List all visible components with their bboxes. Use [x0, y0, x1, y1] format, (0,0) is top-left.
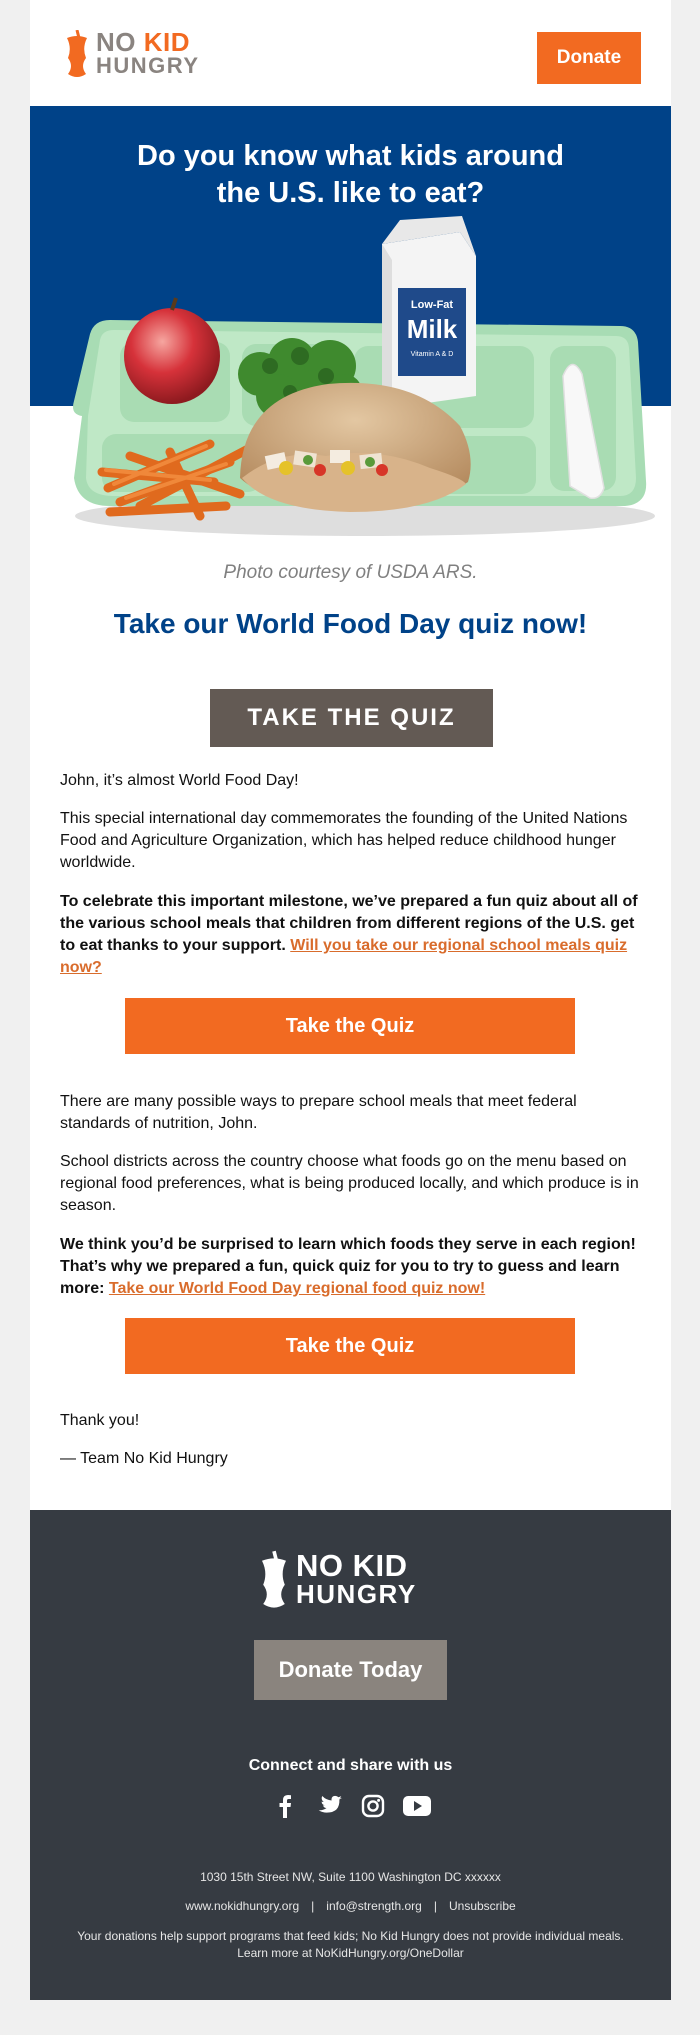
hero-title-line2: the U.S. like to eat?: [216, 177, 485, 209]
website-link[interactable]: www.nokidhungry.org: [185, 1899, 300, 1913]
email-link[interactable]: info@strength.org: [326, 1899, 422, 1913]
hero-title: [30, 138, 671, 212]
quiz-heading: Take our World Food Day quiz now!: [113, 608, 588, 639]
thanks-text: Thank you!: [60, 1412, 140, 1429]
greeting-paragraph: John, it’s almost World Food Day!: [60, 772, 299, 789]
connect-heading: Connect and share with us: [248, 1757, 453, 1774]
food-quiz-link[interactable]: Take our World Food Day regional food quiz now!: [108, 1280, 486, 1297]
email-header: [30, 0, 671, 106]
regional-quiz-link[interactable]: Will you take our regional school meals quiz now?: [60, 937, 628, 976]
no-kid-hungry-logo[interactable]: [62, 27, 200, 78]
twitter-icon[interactable]: [315, 1792, 343, 1820]
surprise-paragraph: [60, 1234, 644, 1300]
logo-kid: KID: [143, 27, 191, 57]
hero-section: [30, 106, 671, 583]
footer-links: [30, 1899, 671, 1913]
donate-button[interactable]: Donate: [537, 32, 641, 84]
donate-today-button[interactable]: Donate Today: [254, 1640, 447, 1700]
disclaimer-line1: Your donations help support programs that feed kids; No Kid Hungry does not provide individual meals.: [77, 1929, 624, 1943]
signoff-text: — Team No Kid Hungry: [60, 1450, 228, 1467]
milestone-paragraph: [60, 891, 644, 979]
logo-wordmark: [96, 27, 200, 78]
social-links: [30, 1792, 671, 1820]
footer-logo-wordmark: [296, 1548, 417, 1609]
footer-logo[interactable]: [256, 1550, 417, 1610]
logo-no: NO: [96, 27, 136, 57]
footer-logo-line1: NO KID: [296, 1548, 408, 1583]
email-footer: [30, 1510, 671, 2000]
districts-paragraph: School districts across the country choose what foods go on the menu based on regional food preferences, what is being produced locally, and which produce is in season.: [60, 1153, 639, 1214]
milk-label-vitamin: Vitamin A & D: [410, 351, 454, 358]
surprise-text: We think you’d be surprised to learn which foods they serve in each region! That’s why we prepared a fun, quick quiz for you to try to guess and learn more:: [60, 1236, 636, 1297]
take-the-quiz-button-1[interactable]: Take the Quiz: [125, 998, 575, 1054]
email-body: [30, 0, 671, 2000]
logo-hungry: HUNGRY: [96, 53, 200, 78]
facebook-icon[interactable]: [271, 1792, 299, 1820]
take-the-quiz-button-2[interactable]: Take the Quiz: [125, 1318, 575, 1374]
unsubscribe-link[interactable]: Unsubscribe: [448, 1899, 516, 1913]
milestone-text: To celebrate this important milestone, we’ve prepared a fun quiz about all of the various school meals that children from different regions of the U.S. get to eat thanks to your support.: [60, 893, 638, 954]
nutrition-paragraph: There are many possible ways to prepare school meals that meet federal standards of nutrition, John.: [60, 1093, 577, 1132]
footer-logo-line2: HUNGRY: [296, 1579, 417, 1609]
take-the-quiz-banner-button[interactable]: TAKE THE QUIZ: [210, 689, 493, 747]
mailing-address: 1030 15th Street NW, Suite 1100 Washington DC xxxxxx: [200, 1870, 501, 1884]
milk-label-big: Milk: [406, 314, 458, 344]
hero-title-line1: Do you know what kids around: [137, 140, 564, 172]
footer-apple-core-icon: [256, 1550, 292, 1610]
photo-caption: Photo courtesy of USDA ARS.: [223, 562, 478, 583]
youtube-icon[interactable]: [403, 1792, 431, 1820]
apple-core-icon: [62, 30, 92, 78]
lunch-tray-photo[interactable]: [30, 216, 671, 556]
disclaimer-line2: Learn more at NoKidHungry.org/OneDollar: [237, 1946, 464, 1960]
disclaimer: [60, 1928, 641, 1962]
separator-1: |: [311, 1899, 315, 1913]
intro-paragraph: This special international day commemorates the founding of the United Nations Food and Agriculture Organization, which has helped reduce childhood hunger worldwide.: [60, 810, 628, 871]
instagram-icon[interactable]: [359, 1792, 387, 1820]
separator-2: |: [433, 1899, 437, 1913]
milk-label-small: Low-Fat: [410, 299, 454, 311]
